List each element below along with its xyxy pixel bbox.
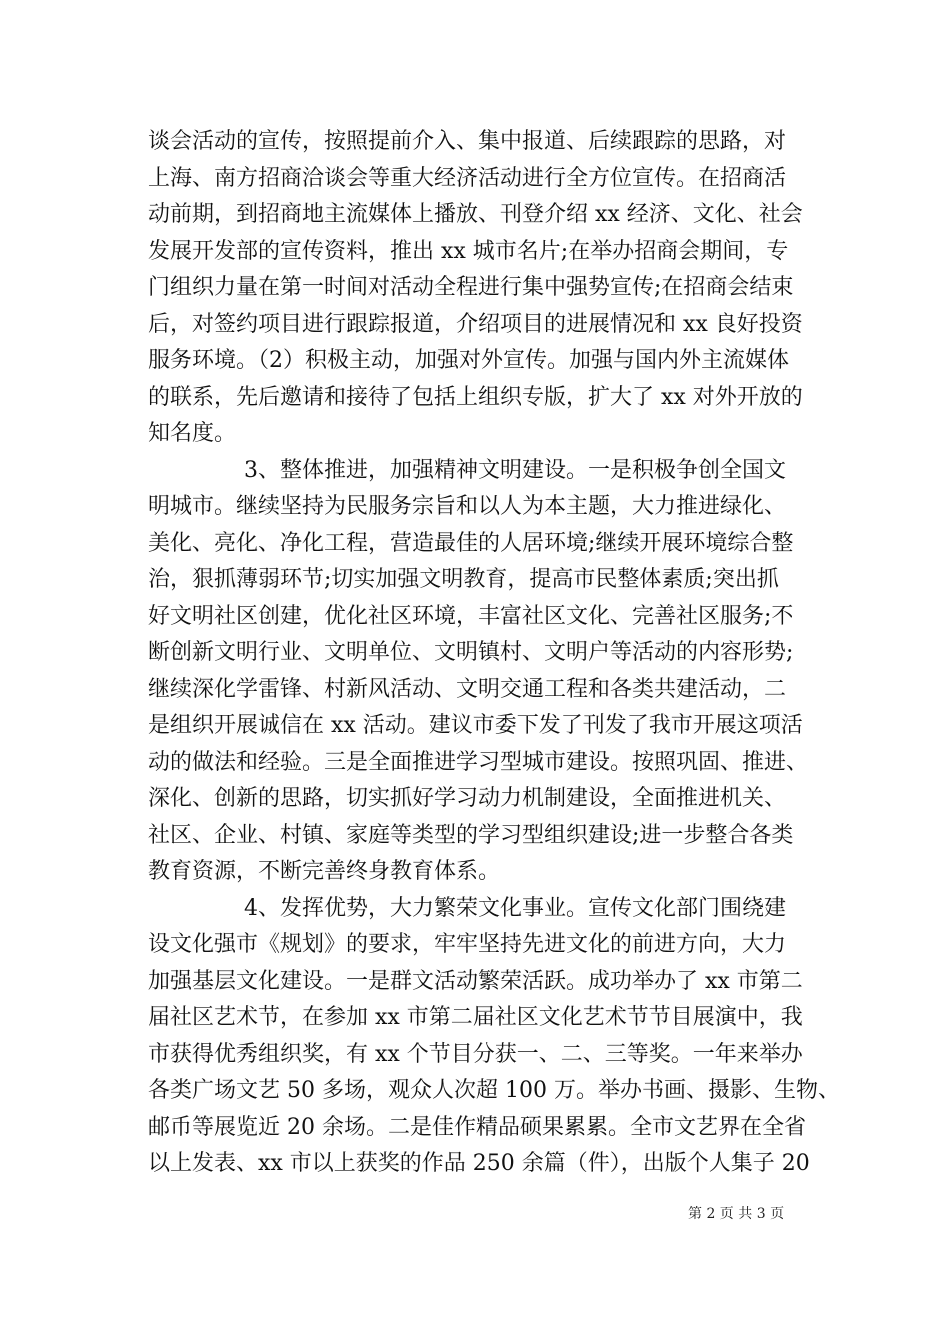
text-line: 动前期，到招商地主流媒体上播放、刊登介绍 xx 经济、文化、社会 bbox=[148, 202, 803, 227]
body-text bbox=[148, 124, 840, 1183]
text-line: 各类广场文艺 50 多场，观众人次超 100 万。举办书画、摄影、生物、 bbox=[148, 1078, 840, 1103]
paragraph-3-heading-line: 3、整体推进，加强精神文明建设。一是积极争创全国文 bbox=[244, 457, 786, 483]
text-line: 好文明社区创建，优化社区环境，丰富社区文化、完善社区服务;不 bbox=[148, 603, 794, 629]
page-number-footer: 第 2 页 共 3 页 bbox=[688, 1206, 785, 1222]
text-line: 届社区艺术节，在参加 xx 市第二届社区文化艺术节节目展演中，我 bbox=[148, 1005, 803, 1030]
text-line: 发展开发部的宣传资料，推出 xx 城市名片;在举办招商会期间，专 bbox=[148, 238, 789, 264]
text-line: 断创新文明行业、文明单位、文明镇村、文明户等活动的内容形势; bbox=[148, 640, 794, 665]
text-line: 市获得优秀组织奖，有 xx 个节目分获一、二、三等奖。一年来举办 bbox=[148, 1041, 803, 1067]
text-line: 加强基层文化建设。一是群文活动繁荣活跃。成功举办了 xx 市第二 bbox=[148, 968, 803, 994]
text-line: 明城市。继续坚持为民服务宗旨和以人为本主题，大力推进绿化、 bbox=[148, 494, 787, 519]
text-line: 社区、企业、村镇、家庭等类型的学习型组织建设;进一步整合各类 bbox=[148, 822, 794, 848]
text-line: 深化、创新的思路，切实抓好学习动力机制建设，全面推进机关、 bbox=[148, 786, 787, 811]
text-line: 教育资源，不断完善终身教育体系。 bbox=[148, 859, 501, 884]
text-line: 的联系，先后邀请和接待了包括上组织专版，扩大了 xx 对外开放的 bbox=[148, 384, 803, 410]
paragraph-4-heading-line: 4、发挥优势，大力繁荣文化事业。宣传文化部门围绕建 bbox=[244, 895, 786, 921]
text-line: 设文化强市《规划》的要求，牢牢坚持先进文化的前进方向，大力 bbox=[148, 932, 787, 957]
text-line: 是组织开展诚信在 xx 活动。建议市委下发了刊发了我市开展这项活 bbox=[148, 713, 803, 738]
text-line: 继续深化学雷锋、村新风活动、文明交通工程和各类共建活动，二 bbox=[148, 676, 787, 702]
text-line: 动的做法和经验。三是全面推进学习型城市建设。按照巩固、推进、 bbox=[148, 749, 809, 775]
text-line: 美化、亮化、净化工程，营造最佳的人居环境;继续开展环境综合整 bbox=[148, 530, 794, 556]
text-line: 服务环境。（2）积极主动，加强对外宣传。加强与国内外主流媒体 bbox=[148, 348, 789, 373]
text-line: 门组织力量在第一时间对活动全程进行集中强势宣传;在招商会结束 bbox=[148, 275, 794, 300]
text-line: 治，狠抓薄弱环节;切实加强文明教育，提高市民整体素质;突出抓 bbox=[148, 567, 779, 592]
text-line: 谈会活动的宣传，按照提前介入、集中报道、后续跟踪的思路，对 bbox=[148, 129, 787, 154]
text-line: 后，对签约项目进行跟踪报道，介绍项目的进展情况和 xx 良好投资 bbox=[148, 311, 803, 337]
text-line: 邮币等展览近 20 余场。二是佳作精品硕果累累。全市文艺界在全省 bbox=[148, 1114, 806, 1140]
text-line: 上海、南方招商洽谈会等重大经济活动进行全方位宣传。在招商活 bbox=[148, 165, 787, 191]
text-line: 以上发表、xx 市以上获奖的作品 250 余篇（件），出版个人集子 20 bbox=[148, 1151, 810, 1176]
text-line: 知名度。 bbox=[148, 421, 237, 446]
